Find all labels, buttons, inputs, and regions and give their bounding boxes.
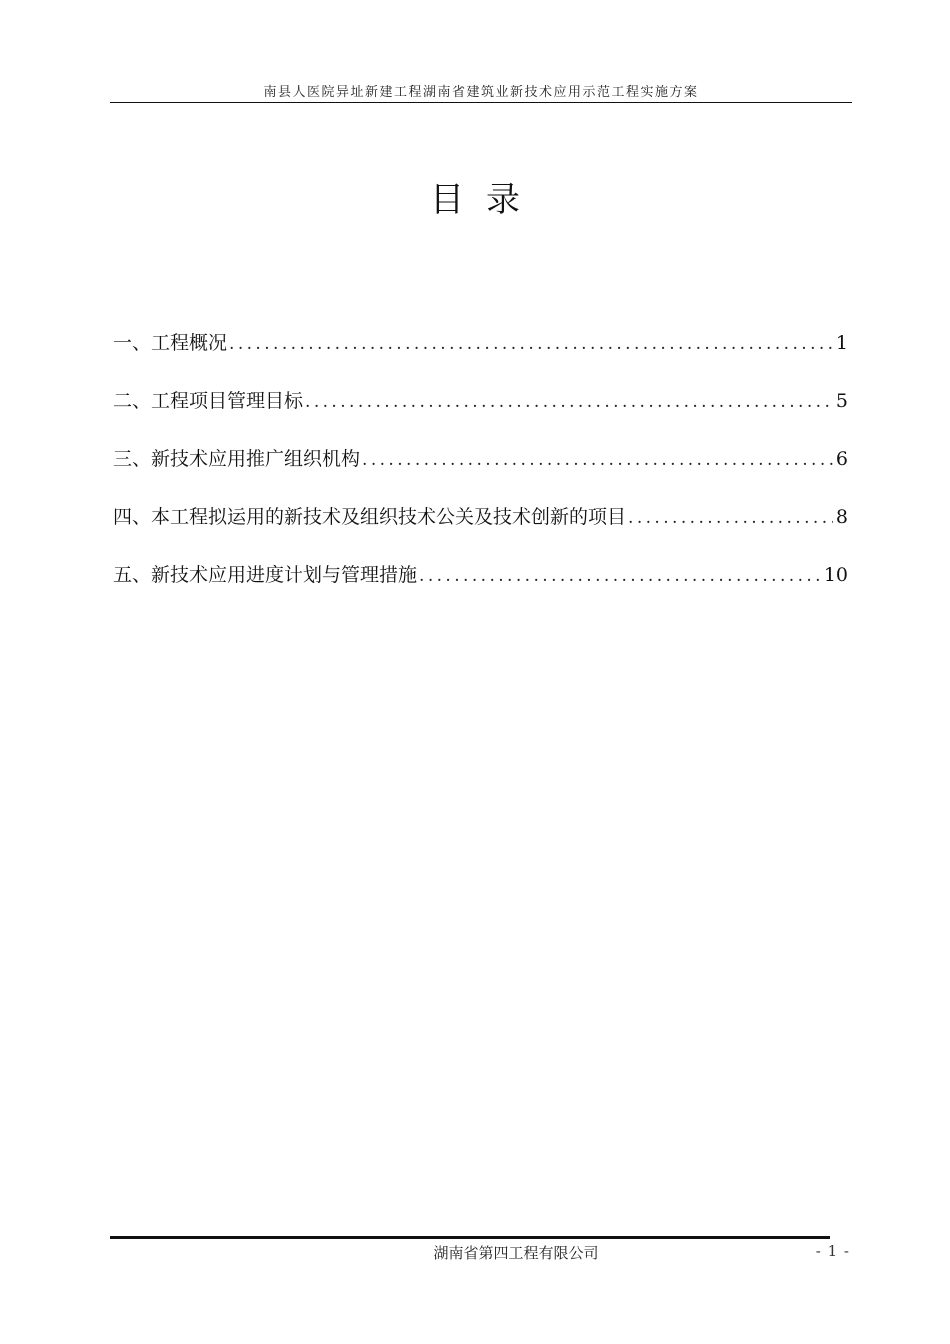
- toc-page-number: 6: [835, 448, 848, 470]
- toc-page-number: 5: [835, 390, 848, 412]
- toc-entry-text: 四、本工程拟运用的新技术及组织技术公关及技术创新的项目: [113, 506, 627, 528]
- toc-dot-leader: [305, 392, 833, 412]
- toc-dot-leader: [628, 508, 833, 528]
- toc-entry[interactable]: [113, 502, 848, 560]
- toc-dot-leader: [362, 450, 833, 470]
- footer-page-number: - 1 -: [815, 1242, 850, 1260]
- toc-dot-leader: [419, 566, 821, 586]
- table-of-contents: [113, 328, 848, 618]
- toc-entry[interactable]: [113, 560, 848, 618]
- toc-dot-leader: [229, 334, 833, 354]
- toc-page-number: 1: [835, 332, 848, 354]
- toc-page-number: 8: [835, 506, 848, 528]
- footer-company-name: 湖南省第四工程有限公司: [433, 1244, 599, 1262]
- footer-divider: [110, 1236, 830, 1239]
- toc-entry-text: 一、工程概况: [113, 332, 228, 354]
- header-divider: [110, 102, 852, 103]
- toc-entry[interactable]: [113, 386, 848, 444]
- toc-entry-text: 五、新技术应用进度计划与管理措施: [113, 564, 418, 586]
- toc-page-number: 10: [823, 564, 848, 586]
- toc-entry-text: 三、新技术应用推广组织机构: [113, 448, 361, 470]
- toc-title: 目录: [430, 180, 542, 220]
- running-header: 南县人医院异址新建工程湖南省建筑业新技术应用示范工程实施方案: [263, 85, 699, 100]
- toc-entry[interactable]: [113, 328, 848, 386]
- toc-entry-text: 二、工程项目管理目标: [113, 390, 304, 412]
- toc-entry[interactable]: [113, 444, 848, 502]
